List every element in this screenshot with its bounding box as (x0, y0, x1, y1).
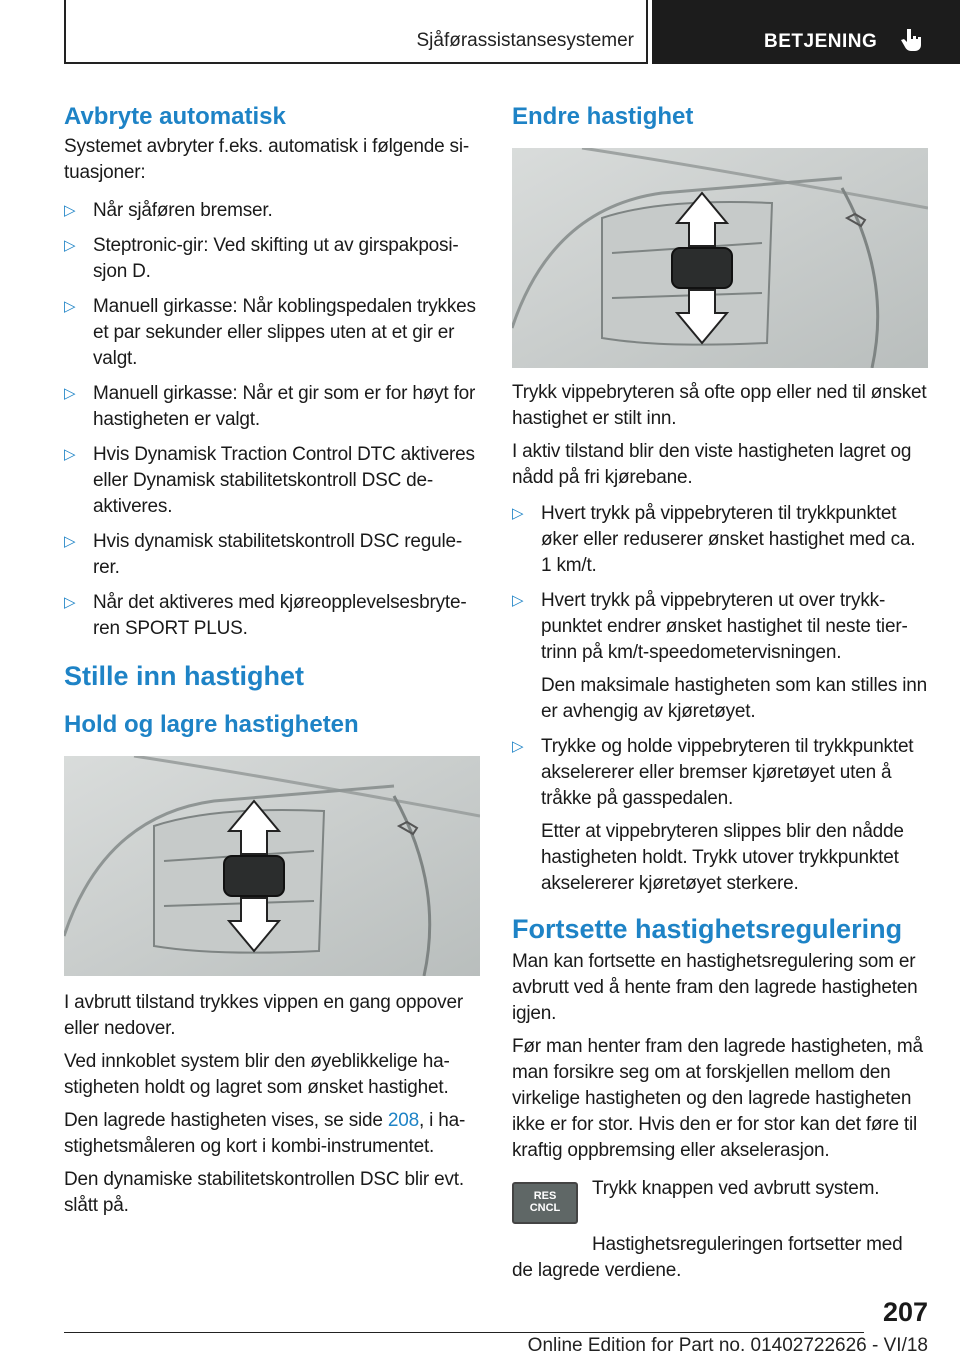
list-item: ▷ Hvert trykk på vippebryteren til trykkpunktet øker eller reduserer ønsket hastighet med ca. 1 km/t. (512, 503, 916, 576)
triangle-bullet-icon: ▷ (64, 533, 76, 550)
heading-endre: Endre hastighet (512, 103, 694, 130)
triangle-bullet-icon: ▷ (512, 738, 524, 755)
list-item: ▷ Når det aktiveres med kjøreopplevelsesbryteren SPORT PLUS. (64, 592, 467, 639)
triangle-bullet-icon: ▷ (64, 202, 76, 219)
triangle-bullet-icon: ▷ (64, 446, 76, 463)
paragraph-intro: Systemet avbryter f.eks. automatisk i følgende situasjoner: (64, 136, 470, 183)
list-item: ▷ Når sjåføren bremser. (64, 198, 480, 224)
paragraph-fortsette-1: Man kan fortsette en hastighetsregulering som er avbrutt ved å hente fram den lagrede hastigheten igjen. (512, 951, 918, 1024)
paragraph-endre-1: Trykk vippebryteren så ofte opp eller ned til ønsket hastighet er stilt inn. (512, 382, 927, 429)
list-item-note: Den maksimale hastigheten som kan stilles inn er avhengig av kjøretøyet. (541, 675, 927, 722)
list-item: ▷ Hvis Dynamisk Traction Control DTC aktiveres eller Dynamisk stabilitetskontroll DSC deaktiveres. (64, 444, 475, 517)
left-column (64, 100, 480, 1226)
bullet-list-avbryte (64, 198, 480, 642)
list-item: ▷ Trykke og holde vippebryteren til trykkpunktet akselererer eller bremser kjøretøyet uten å tråkke på gasspedalen. Etter at vippebryteren slippes blir den nådde hastigheten holdt. Trykk utover trykkpunktet akselererer kjøretøyet sterkere. (512, 734, 928, 897)
res-cncl-button-icon: RES CNCL (512, 1182, 578, 1224)
triangle-bullet-icon: ▷ (64, 298, 76, 315)
paragraph-hold-1: I avbrutt tilstand trykkes vippen en gang oppover eller nedover. (64, 992, 463, 1039)
steering-wheel-rocker-figure (64, 756, 480, 976)
hand-pointer-icon (899, 27, 925, 53)
triangle-bullet-icon: ▷ (64, 385, 76, 402)
header-chapter-title: BETJENING (764, 31, 878, 52)
paragraph-hold-3: Den lagrede hastigheten vises, se side 208, i hastighetsmåleren og kort i kombi-instrumentet. (64, 1110, 466, 1157)
right-column (512, 100, 928, 1291)
res-cncl-instruction (512, 1176, 928, 1236)
footer-divider (64, 1332, 864, 1333)
header-section-tab (64, 0, 648, 64)
header-section-title: Sjåførassistansesystemer (416, 30, 634, 51)
list-item: ▷ Hvert trykk på vippebryteren ut over trykkpunktet endrer ønsket hastighet til neste tiertrinn på km/t-speedometervisningen. Den maksimale hastigheten som kan stilles inn er avhengig av kjøretøyet. (512, 588, 928, 725)
paragraph-hold-2: Ved innkoblet system blir den øyeblikkelige hastigheten holdt og lagret som ønsket hastighet. (64, 1051, 450, 1098)
triangle-bullet-icon: ▷ (64, 594, 76, 611)
page-number: 207 (882, 1297, 928, 1327)
list-item-note: Etter at vippebryteren slippes blir den nådde hastigheten holdt. Trykk utover trykkpunktet akselererer kjøretøyet sterkere. (541, 821, 904, 894)
header-chapter-tab (652, 0, 960, 64)
heading-stille: Stille inn hastighet (64, 661, 305, 691)
paragraph-endre-2: I aktiv tilstand blir den viste hastigheten lagret og nådd på fri kjørebane. (512, 441, 912, 488)
list-item: ▷ Steptronic-gir: Ved skifting ut av girspakposisjon D. (64, 235, 459, 282)
list-item: ▷ Hvis dynamisk stabilitetskontroll DSC regulerer. (64, 531, 463, 578)
bullet-list-endre (512, 501, 928, 897)
page-reference-link[interactable]: 208 (387, 1110, 419, 1131)
list-item: ▷ Manuell girkasse: Når koblingspedalen trykkes et par sekunder eller slippes uten at et gir er valgt. (64, 296, 476, 369)
list-item: ▷ Manuell girkasse: Når et gir som er for høyt for hastigheten er valgt. (64, 383, 476, 430)
steering-wheel-rocker-figure (512, 148, 928, 368)
triangle-bullet-icon: ▷ (512, 505, 524, 522)
paragraph-fortsette-4: Hastighetsreguleringen fortsetter med de lagrede verdiene. (512, 1234, 903, 1281)
heading-hold: Hold og lagre hastigheten (64, 711, 359, 738)
paragraph-hold-4: Den dynamiske stabilitetskontrollen DSC blir evt. slått på. (64, 1169, 464, 1216)
paragraph-fortsette-2: Før man henter fram den lagrede hastigheten, må man forsikre seg om at forskjellen mellom den virkelige hastigheten og den lagrede hastigheten ikke er for stor. Hvis den er for stor kan det føre til kraftig oppbremsing eller akselerasjon. (512, 1036, 923, 1161)
triangle-bullet-icon: ▷ (64, 237, 76, 254)
heading-fortsette: Fortsette hastighetsregulering (512, 914, 903, 944)
triangle-bullet-icon: ▷ (512, 592, 524, 609)
footer-edition: Online Edition for Part no. 01402722626 - VI/18 (527, 1335, 928, 1356)
paragraph-fortsette-3: Trykk knappen ved avbrutt system. (592, 1178, 880, 1199)
heading-avbryte: Avbryte automatisk (64, 103, 286, 130)
